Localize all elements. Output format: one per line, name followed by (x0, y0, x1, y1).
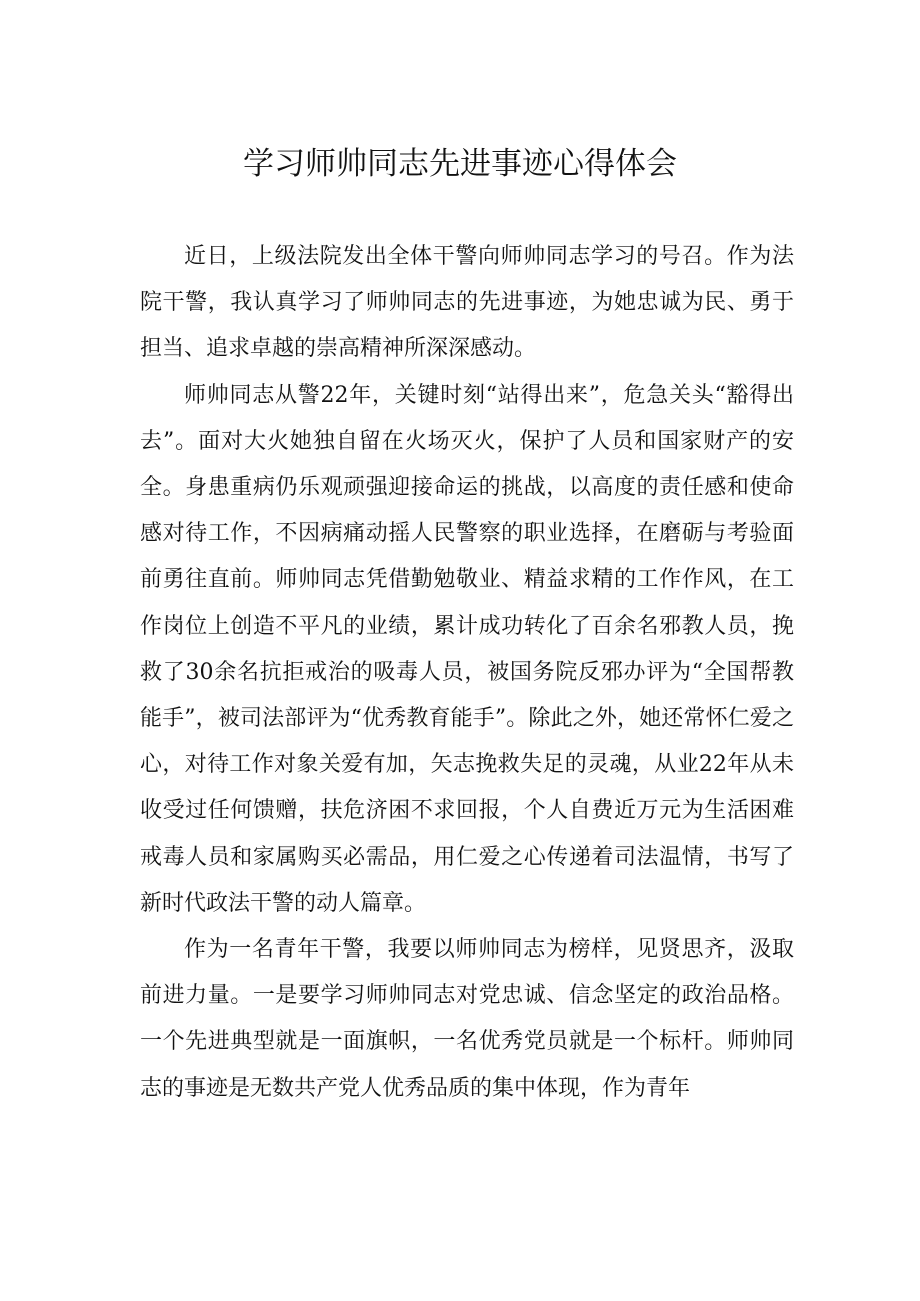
paragraph-3: 作为一名青年干警，我要以师帅同志为榜样，见贤思齐，汲取前进力量。一是要学习师帅同志对党忠诚、信念坚定的政治品格。一个先进典型就是一面旗帜，一名优秀党员就是一个标杆。师帅同志的事迹是无数共产党人优秀品质的集中体现，作为青年 (140, 937, 794, 1101)
document-title: 学习师帅同志先进事迹心得体会 (243, 146, 677, 182)
paragraph-2: 师帅同志从警22年，关键时刻“站得出来”，危急关头“豁得出去”。面对大火她独自留在火场灭火，保护了人员和国家财产的安全。身患重病仍乐观顽强迎接命运的挑战，以高度的责任感和使命感对待工作，不因病痛动摇人民警察的职业选择，在磨砺与考验面前勇往直前。师帅同志凭借勤勉敬业、精益求精的工作作风，在工作岗位上创造不平凡的业绩，累计成功转化了百余名邪教人员，挽救了30余名抗拒戒治的吸毒人员，被国务院反邪办评为“全国帮教能手”，被司法部评为“优秀教育能手”。除此之外，她还常怀仁爱之心，对待工作对象关爱有加，矢志挽救失足的灵魂，从业22年从未收受过任何馈赠，扶危济困不求回报，个人自费近万元为生活困难戒毒人员和家属购买必需品，用仁爱之心传递着司法温情，书写了新时代政法干警的动人篇章。 (140, 382, 794, 916)
paragraph-1: 近日，上级法院发出全体干警向师帅同志学习的号召。作为法院干警，我认真学习了师帅同志的先进事迹，为她忠诚为民、勇于担当、追求卓越的崇高精神所深深感动。 (140, 244, 794, 362)
document-body (140, 234, 794, 1112)
